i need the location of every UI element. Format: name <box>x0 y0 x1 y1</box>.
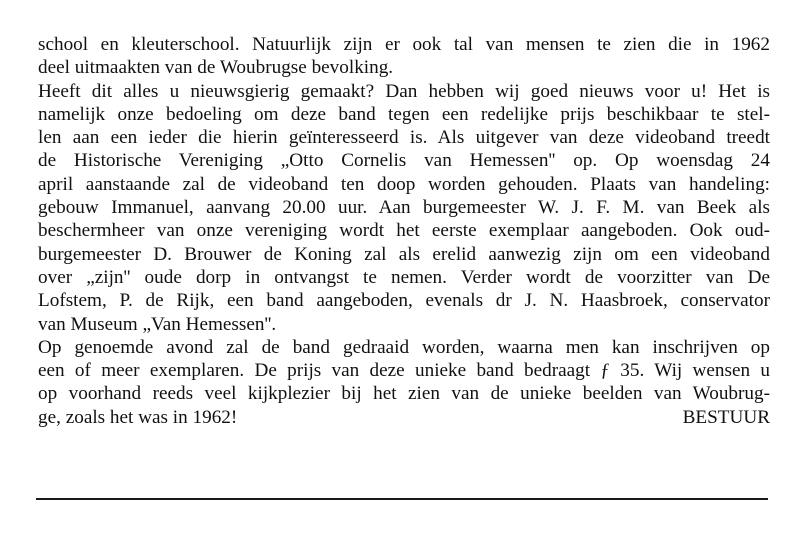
text-line: len aan een ieder die hierin geïnteresseerd is. Als uitgever van deze videoband treedt <box>38 127 770 149</box>
text-line: over „zijn'' oude dorp in ontvangst te nemen. Verder wordt de voorzitter van De <box>38 266 770 288</box>
horizontal-rule <box>36 498 768 500</box>
text-line: deel uitmaakten van de Woubrugse bevolking. <box>38 57 394 79</box>
text-line: school en kleuterschool. Natuurlijk zijn er ook tal van mensen te zien die in 1962 <box>38 34 770 55</box>
closing-line <box>38 406 770 429</box>
text-line: Heeft dit alles u nieuwsgierig gemaakt? Dan hebben wij goed nieuws voor u! Het is <box>38 80 770 102</box>
text-line: namelijk onze bedoeling om deze band tegen een redelijke prijs beschikbaar te stel- <box>38 103 770 125</box>
text-line: april aanstaande zal de videoband ten doop worden gehouden. Plaats van handeling: <box>38 173 770 195</box>
text-line: van Museum „Van Hemessen''. <box>38 313 277 335</box>
text-line: gebouw Immanuel, aanvang 20.00 uur. Aan burgemeester W. J. F. M. van Beek als <box>38 197 770 219</box>
article-text <box>38 33 770 429</box>
text-line: de Historische Vereniging „Otto Cornelis van Hemessen'' op. Op woensdag 24 <box>38 150 770 172</box>
text-line: ge, zoals het was in 1962! <box>38 406 238 428</box>
text-line: burgemeester D. Brouwer de Koning zal als erelid aanwezig zijn om een videoband <box>38 243 770 265</box>
text-line: Op genoemde avond zal de band gedraaid worden, waarna men kan inschrijven op <box>38 336 770 358</box>
text-line: op voorhand reeds veel kijkplezier bij het zien van de unieke beelden van Woubrug- <box>38 383 770 405</box>
signature: BESTUUR <box>682 406 770 428</box>
text-line: een of meer exemplaren. De prijs van deze unieke band bedraagt ƒ 35. Wij wensen u <box>38 360 770 382</box>
text-line: beschermheer van onze vereniging wordt het eerste exemplaar aangeboden. Ook oud- <box>38 220 770 242</box>
text-line: Lofstem, P. de Rijk, een band aangeboden, evenals dr J. N. Haasbroek, conservator <box>38 290 770 312</box>
